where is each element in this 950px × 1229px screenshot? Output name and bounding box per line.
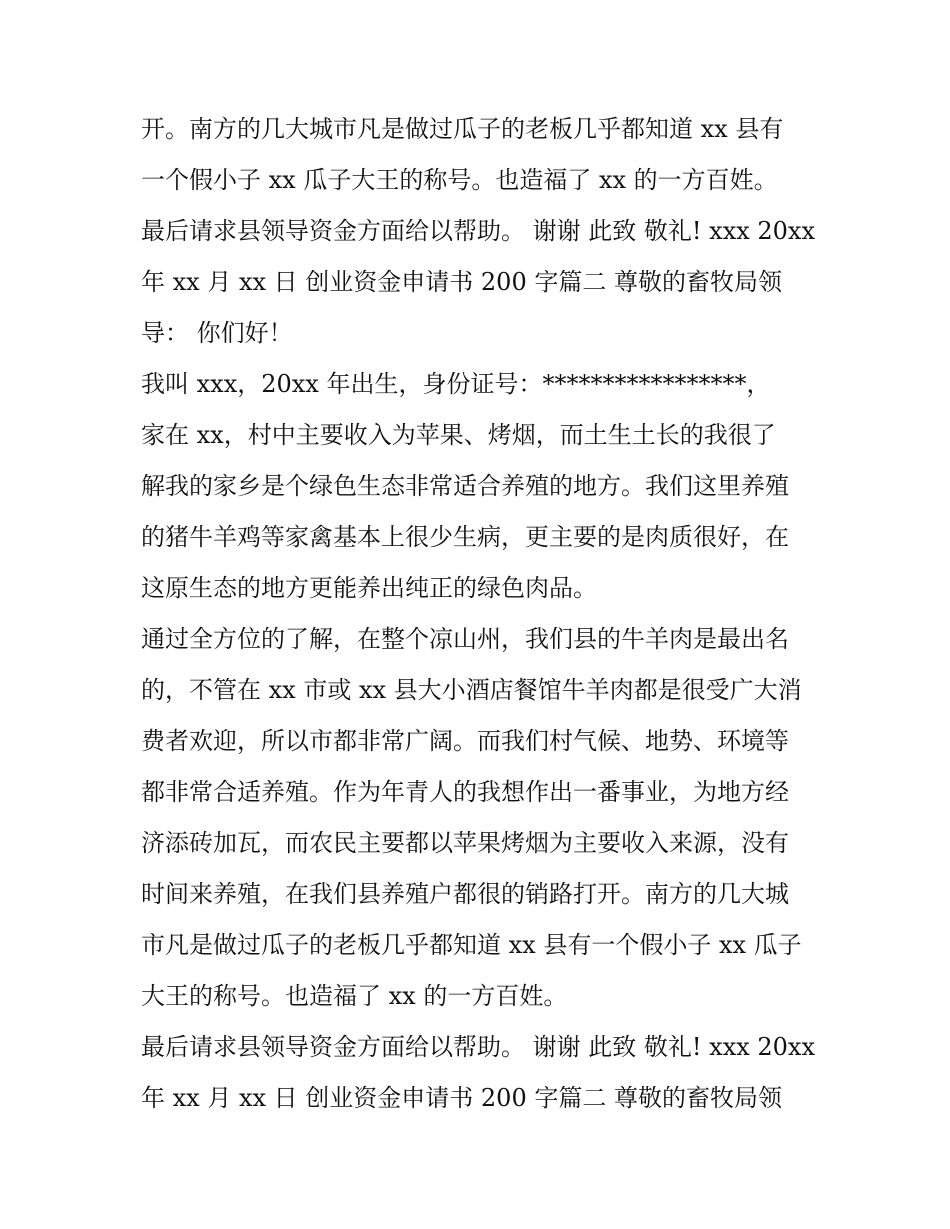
text-line: 解我的家乡是个绿色生态非常适合养殖的地方。我们这里养殖 [141, 472, 789, 500]
text-line: 开。南方的几大城市凡是做过瓜子的老板几乎都知道 xx 县有 [141, 115, 784, 143]
text-line: 这原生态的地方更能养出纯正的绿色肉品。 [141, 574, 597, 602]
text-line: 的猪牛羊鸡等家禽基本上很少生病，更主要的是肉质很好，在 [141, 523, 789, 551]
text-line: 的，不管在 xx 市或 xx 县大小酒店餐馆牛羊肉都是很受广大消 [141, 676, 802, 704]
document-body [141, 104, 821, 1124]
text-line: 最后请求县领导资金方面给以帮助。 谢谢 此致 敬礼! xxx 20xx [141, 1033, 816, 1061]
text-line: 一个假小子 xx 瓜子大王的称号。也造福了 xx 的一方百姓。 [141, 166, 778, 194]
text-line: 济添砖加瓦，而农民主要都以苹果烤烟为主要收入来源，没有 [141, 829, 789, 857]
text-line: 大王的称号。也造福了 xx 的一方百姓。 [141, 982, 568, 1010]
text-line: 年 xx 月 xx 日 创业资金申请书 200 字篇二 尊敬的畜牧局领 [141, 1084, 782, 1112]
text-line: 时间来养殖，在我们县养殖户都很的销路打开。南方的几大城 [141, 880, 789, 908]
text-line: 最后请求县领导资金方面给以帮助。 谢谢 此致 敬礼! xxx 20xx [141, 217, 816, 245]
text-line: 年 xx 月 xx 日 创业资金申请书 200 字篇二 尊敬的畜牧局领 [141, 268, 782, 296]
text-line: 市凡是做过瓜子的老板几乎都知道 xx 县有一个假小子 xx 瓜子 [141, 931, 802, 959]
text-line: 通过全方位的了解，在整个凉山州，我们县的牛羊肉是最出名 [141, 625, 789, 653]
text-line: 费者欢迎，所以市都非常广阔。而我们村气候、地势、环境等 [141, 727, 789, 755]
text-line: 都非常合适养殖。作为年青人的我想作出一番事业，为地方经 [141, 778, 789, 806]
text-line: 我叫 xxx，20xx 年出生，身份证号：*****************， [141, 370, 771, 398]
text-line: 导： 你们好！ [141, 319, 293, 347]
text-line: 家在 xx，村中主要收入为苹果、烤烟，而土生土长的我很了 [141, 421, 776, 449]
